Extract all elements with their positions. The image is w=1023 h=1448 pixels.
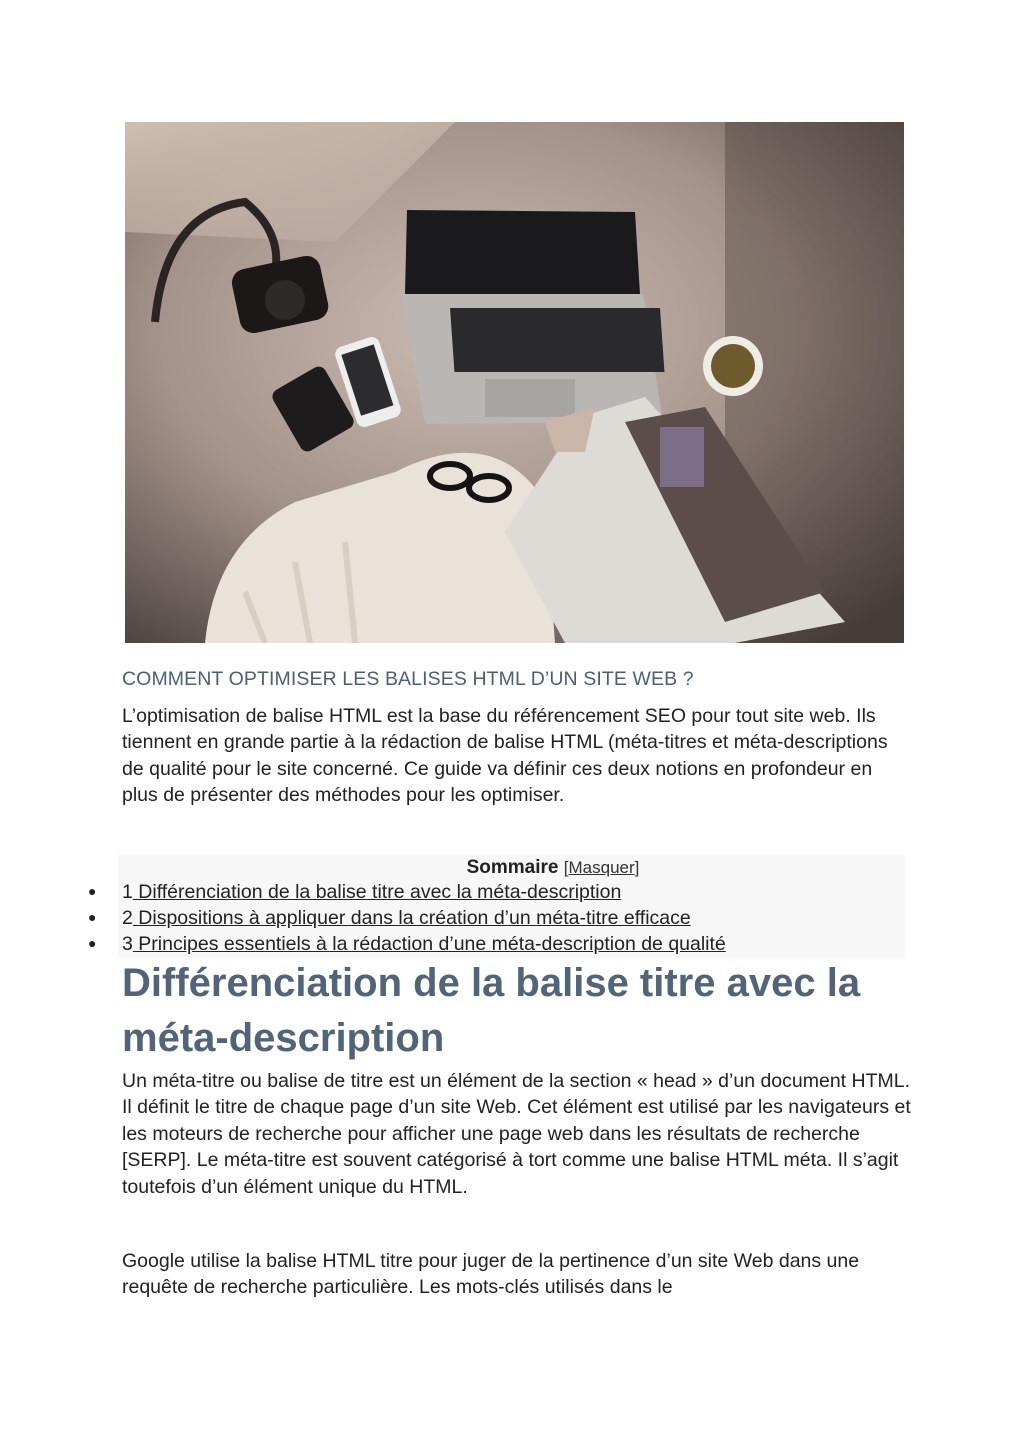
toc-item-number: 1 — [122, 881, 133, 903]
article-kicker: COMMENT OPTIMISER LES BALISES HTML D’UN SITE WEB ? — [122, 668, 694, 690]
bullet-icon: ● — [88, 883, 97, 899]
toc-item-link[interactable]: Différenciation de la balise titre avec la méta-description — [132, 881, 622, 903]
toc-toggle[interactable] — [564, 858, 640, 877]
section-paragraph-2: Google utilise la balise HTML titre pour juger de la pertinence d’un site Web dans une requête de recherche particulière. Les mots-clés utilisés dans le — [122, 1250, 860, 1299]
toc-item[interactable] — [88, 881, 621, 907]
toc-item-link[interactable]: Principes essentiels à la rédaction d’une méta-description de qualité — [132, 933, 726, 955]
toc-item[interactable] — [88, 907, 691, 933]
toc-toggle-close: ] — [634, 858, 640, 877]
bullet-icon: ● — [88, 909, 97, 925]
section-heading: Différenciation de la balise titre avec la méta-description — [122, 961, 861, 1060]
toc-toggle-open: [ — [563, 858, 569, 877]
toc-title: Sommaire — [466, 857, 559, 878]
hero-illustration — [125, 122, 904, 643]
intro-paragraph: L’optimisation de balise HTML est la base du référencement SEO pour tout site web. Ils tiennent en grande partie à la rédaction de balise HTML (méta-titres et méta-descriptions de qualité pour le site concerné. Ce guide va définir ces deux notions en profondeur en plus de présenter des méthodes pour les optimiser. — [122, 705, 888, 807]
bullet-icon: ● — [88, 935, 97, 951]
section-paragraph-1: Un méta-titre ou balise de titre est un élément de la section « head » d’un document HTML. Il définit le titre de chaque page d’un site Web. Cet élément est utilisé par les navigateurs et les moteurs de recherche pour afficher une page web dans les résultats de recherche [SERP]. Le méta-titre est souvent catégorisé à tort comme une balise HTML méta. Il s’agit toutefois d’un élément unique du HTML. — [122, 1070, 911, 1198]
toc-hide-link[interactable]: Masquer — [568, 858, 635, 877]
hero-photo — [125, 122, 904, 643]
toc-header — [253, 857, 853, 879]
toc-item-number: 2 — [122, 907, 133, 929]
toc-item-link[interactable]: Dispositions à appliquer dans la création d’un méta-titre efficace — [132, 907, 691, 929]
toc-item-number: 3 — [122, 933, 133, 955]
